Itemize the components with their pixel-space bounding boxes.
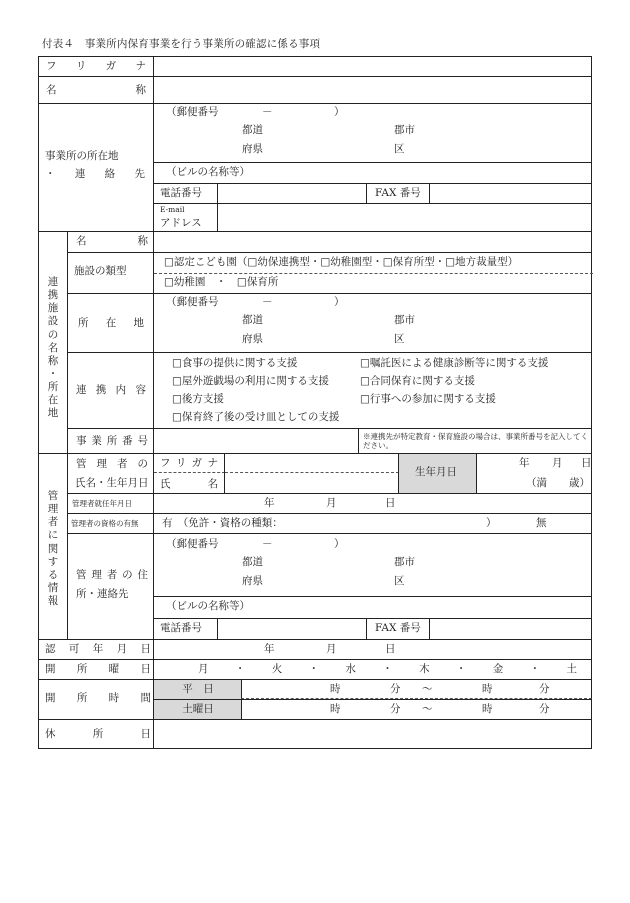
manager-fax-label: FAX 番号 — [375, 622, 421, 634]
office-address-input[interactable] — [153, 103, 592, 162]
name-label: 名 称 — [46, 84, 146, 96]
holiday-label-cell — [38, 719, 153, 749]
manager-section-label-cell — [38, 453, 67, 639]
manager-qual-label-cell — [67, 513, 153, 533]
office-tel-input[interactable] — [217, 183, 366, 203]
manager-qual-label: 管理者の資格の有無 — [71, 519, 139, 528]
open-days-input[interactable] — [153, 659, 592, 679]
open-hours-label-cell — [38, 679, 153, 719]
office-number-label-cell — [67, 428, 153, 453]
facility-type-line1: □認定こども園（□幼保連携型・□幼稚園型・□保育所型・□地方裁量型） — [164, 256, 519, 268]
office-tel-label: 電話番号 — [160, 187, 202, 199]
furigana-label: フ リ ガ ナ — [46, 60, 146, 72]
manager-furigana-label: フ リ ガ ナ — [160, 457, 218, 469]
office-postal-close: ） — [334, 106, 345, 118]
manager-birth-day: 日 — [581, 457, 592, 469]
manager-start-year: 年 — [264, 497, 275, 509]
name-input[interactable] — [153, 76, 592, 103]
manager-addr-label-2: 所・連絡先 — [76, 588, 129, 600]
office-fax-label: FAX 番号 — [375, 187, 421, 199]
office-tel-label-cell — [153, 183, 217, 203]
office-fax-label-cell — [366, 183, 429, 203]
manager-age-close: 歳） — [569, 477, 590, 489]
office-addr-fuken: 府県 — [242, 143, 263, 155]
office-email-input[interactable] — [217, 203, 592, 231]
manager-start-input[interactable] — [153, 493, 592, 513]
hours-start-min-0: 分 — [390, 683, 401, 695]
furigana-label-cell — [38, 56, 153, 76]
hours-start-hour-0: 時 — [330, 683, 341, 695]
open-days-label: 開 所 曜 日 — [45, 663, 151, 675]
support-label-cell — [67, 352, 153, 428]
approval-day: 日 — [385, 643, 396, 655]
hours-start-hour-1: 時 — [330, 703, 341, 715]
partner-postal-close: ） — [334, 296, 345, 308]
partner-postal-dash: － — [262, 296, 273, 308]
manager-shimei-label: 氏 名 — [160, 478, 218, 490]
weekday-10[interactable]: 土 — [566, 663, 577, 675]
support-label: 連 携 内 容 — [76, 384, 146, 396]
office-postal-dash: － — [262, 106, 273, 118]
approval-year: 年 — [264, 643, 275, 655]
furigana-input[interactable] — [153, 56, 592, 76]
manager-building-input[interactable] — [153, 596, 592, 618]
office-postal-open: （郵便番号 — [166, 106, 219, 118]
office-number-input[interactable] — [153, 428, 358, 453]
support-item-left-0: □食事の提供に関する支援 — [172, 357, 298, 369]
separator-line — [154, 273, 593, 274]
approval-input[interactable] — [153, 639, 592, 659]
name-label-cell — [38, 76, 153, 103]
weekday-4[interactable]: 水 — [345, 663, 356, 675]
manager-birth-year: 年 — [519, 457, 530, 469]
manager-addr-label-cell — [67, 533, 153, 639]
partner-section-label-cell — [38, 231, 67, 453]
manager-furigana-label-cell — [153, 453, 224, 493]
office-email-label-1: E-mail — [160, 205, 185, 214]
partner-name-label-cell — [67, 231, 153, 252]
hours-tilde-0: ～ — [422, 683, 433, 695]
holiday-label: 休 所 日 — [45, 728, 151, 740]
approval-label: 認 可 年 月 日 — [45, 643, 151, 655]
manager-addr-gunshi: 郡市 — [394, 556, 415, 568]
partner-name-label: 名 称 — [76, 235, 148, 247]
hours-end-hour-0: 時 — [482, 683, 493, 695]
manager-section-label: 管 理 者 に 関 す る 情 報 — [47, 490, 59, 607]
manager-age-open: （満 — [526, 477, 547, 489]
manager-start-month: 月 — [326, 497, 337, 509]
facility-type-line2: □幼稚園 ・ □保育所 — [164, 276, 279, 288]
office-address-label-2: ・ 連 絡 先 — [45, 168, 145, 180]
manager-fax-label-cell — [366, 618, 429, 639]
office-email-label-cell — [153, 203, 217, 231]
hours-end-min-1: 分 — [539, 703, 550, 715]
hours-start-min-1: 分 — [390, 703, 401, 715]
hours-tilde-1: ～ — [422, 703, 433, 715]
weekday-8[interactable]: 金 — [492, 663, 504, 675]
manager-start-label-cell — [67, 493, 153, 513]
office-number-label: 事 業 所 番 号 — [76, 435, 148, 447]
partner-addr-gunshi: 郡市 — [394, 314, 415, 326]
office-addr-gunshi: 郡市 — [394, 124, 415, 136]
holiday-input[interactable] — [153, 719, 592, 749]
manager-addr-todo: 都道 — [242, 556, 263, 568]
hours-end-hour-1: 時 — [482, 703, 493, 715]
weekday-separator: ・ — [382, 663, 393, 675]
manager-qual-no: 無 — [536, 517, 547, 529]
weekday-0[interactable]: 月 — [198, 663, 209, 675]
support-item-right-0: □嘱託医による健康診断等に関する支援 — [360, 357, 549, 369]
manager-name-label-2: 氏名・生年月日 — [75, 477, 149, 489]
support-item-left-1: □屋外遊戯場の利用に関する支援 — [172, 375, 329, 387]
partner-postal-open: （郵便番号 — [166, 296, 219, 308]
manager-name-label-cell — [67, 453, 153, 493]
manager-addr-ku: 区 — [394, 575, 405, 587]
manager-addr-input[interactable] — [153, 533, 592, 596]
weekday-2[interactable]: 火 — [271, 663, 283, 675]
manager-addr-fuken: 府県 — [242, 575, 263, 587]
manager-name-label-1: 管 理 者 の — [76, 458, 148, 470]
hours-row-label-cell-0 — [153, 679, 241, 699]
manager-addr-label-1: 管 理 者 の 住 — [76, 569, 148, 581]
hours-row-label-0: 平 日 — [182, 683, 214, 695]
manager-postal-open: （郵便番号 — [166, 538, 219, 550]
facility-type-label: 施設の類型 — [74, 265, 127, 277]
manager-birth-label: 生年月日 — [415, 466, 457, 478]
support-options[interactable] — [153, 352, 592, 428]
hours-row-label-cell-1 — [153, 699, 241, 719]
office-address-label-cell — [38, 103, 153, 231]
manager-start-day: 日 — [385, 497, 396, 509]
office-email-label-2: アドレス — [160, 217, 202, 229]
manager-postal-close: ） — [334, 538, 345, 550]
manager-qual-yes: 有 （免許・資格の種類： — [162, 517, 283, 529]
support-item-right-2: □行事への参加に関する支援 — [360, 393, 496, 405]
office-number-note-cell — [358, 428, 592, 453]
facility-type-options[interactable] — [153, 252, 592, 293]
separator-line — [154, 472, 225, 473]
location-label-cell — [67, 293, 153, 352]
hours-row-label-1: 土曜日 — [182, 703, 214, 715]
manager-birth-input[interactable] — [476, 453, 592, 493]
partner-name-input[interactable] — [153, 231, 592, 252]
manager-qual-input[interactable] — [153, 513, 592, 533]
manager-tel-label-cell — [153, 618, 217, 639]
manager-building-label: （ビルの名称等） — [166, 600, 250, 612]
weekday-separator: ・ — [455, 663, 467, 675]
manager-fax-input[interactable] — [429, 618, 592, 639]
approval-label-cell — [38, 639, 153, 659]
hours-end-min-0: 分 — [539, 683, 550, 695]
support-item-right-1: □合同保育に関する支援 — [360, 375, 475, 387]
office-number-note: ※連携先が特定教育・保育施設の場合は、事業所番号を記入してください。 — [363, 432, 588, 451]
support-item-left-2: □後方支援 — [172, 393, 224, 405]
partner-section-label: 連 携 施 設 の 名 称 ・ 所 在 地 — [47, 276, 59, 420]
office-address-label-1: 事業所の所在地 — [45, 150, 119, 162]
hours-row-input-0[interactable] — [241, 679, 592, 699]
open-hours-label: 開 所 時 間 — [45, 692, 151, 704]
weekday-separator: ・ — [529, 663, 541, 675]
location-input[interactable] — [153, 293, 592, 352]
manager-tel-input[interactable] — [217, 618, 366, 639]
manager-tel-label: 電話番号 — [160, 622, 202, 634]
location-label: 所 在 地 — [78, 317, 144, 329]
office-building-label: （ビルの名称等） — [166, 166, 250, 178]
manager-birth-month: 月 — [552, 457, 563, 469]
weekday-separator: ・ — [308, 663, 320, 675]
hours-row-input-1[interactable] — [241, 699, 592, 719]
office-addr-ku: 区 — [394, 143, 405, 155]
weekday-list — [198, 663, 577, 676]
manager-name-input[interactable] — [224, 453, 398, 493]
support-item-left-3: □保育終了後の受け皿としての支援 — [172, 411, 340, 423]
manager-postal-dash: － — [262, 538, 273, 550]
separator-line — [225, 472, 399, 473]
manager-birth-label-cell — [398, 453, 476, 493]
office-addr-todo: 都道 — [242, 124, 263, 136]
partner-addr-ku: 区 — [394, 333, 405, 345]
open-days-label-cell — [38, 659, 153, 679]
manager-start-label: 管理者就任年月日 — [72, 499, 132, 508]
partner-addr-fuken: 府県 — [242, 333, 263, 345]
partner-addr-todo: 都道 — [242, 314, 263, 326]
facility-type-label-cell — [67, 252, 153, 293]
weekday-separator: ・ — [234, 663, 246, 675]
manager-qual-close: ） — [486, 517, 497, 529]
form-title: 付表４ 事業所内保育事業を行う事業所の確認に係る事項 — [42, 38, 321, 50]
office-fax-input[interactable] — [429, 183, 592, 203]
approval-month: 月 — [326, 643, 337, 655]
office-building-input[interactable] — [153, 162, 592, 183]
weekday-6[interactable]: 木 — [419, 663, 430, 675]
